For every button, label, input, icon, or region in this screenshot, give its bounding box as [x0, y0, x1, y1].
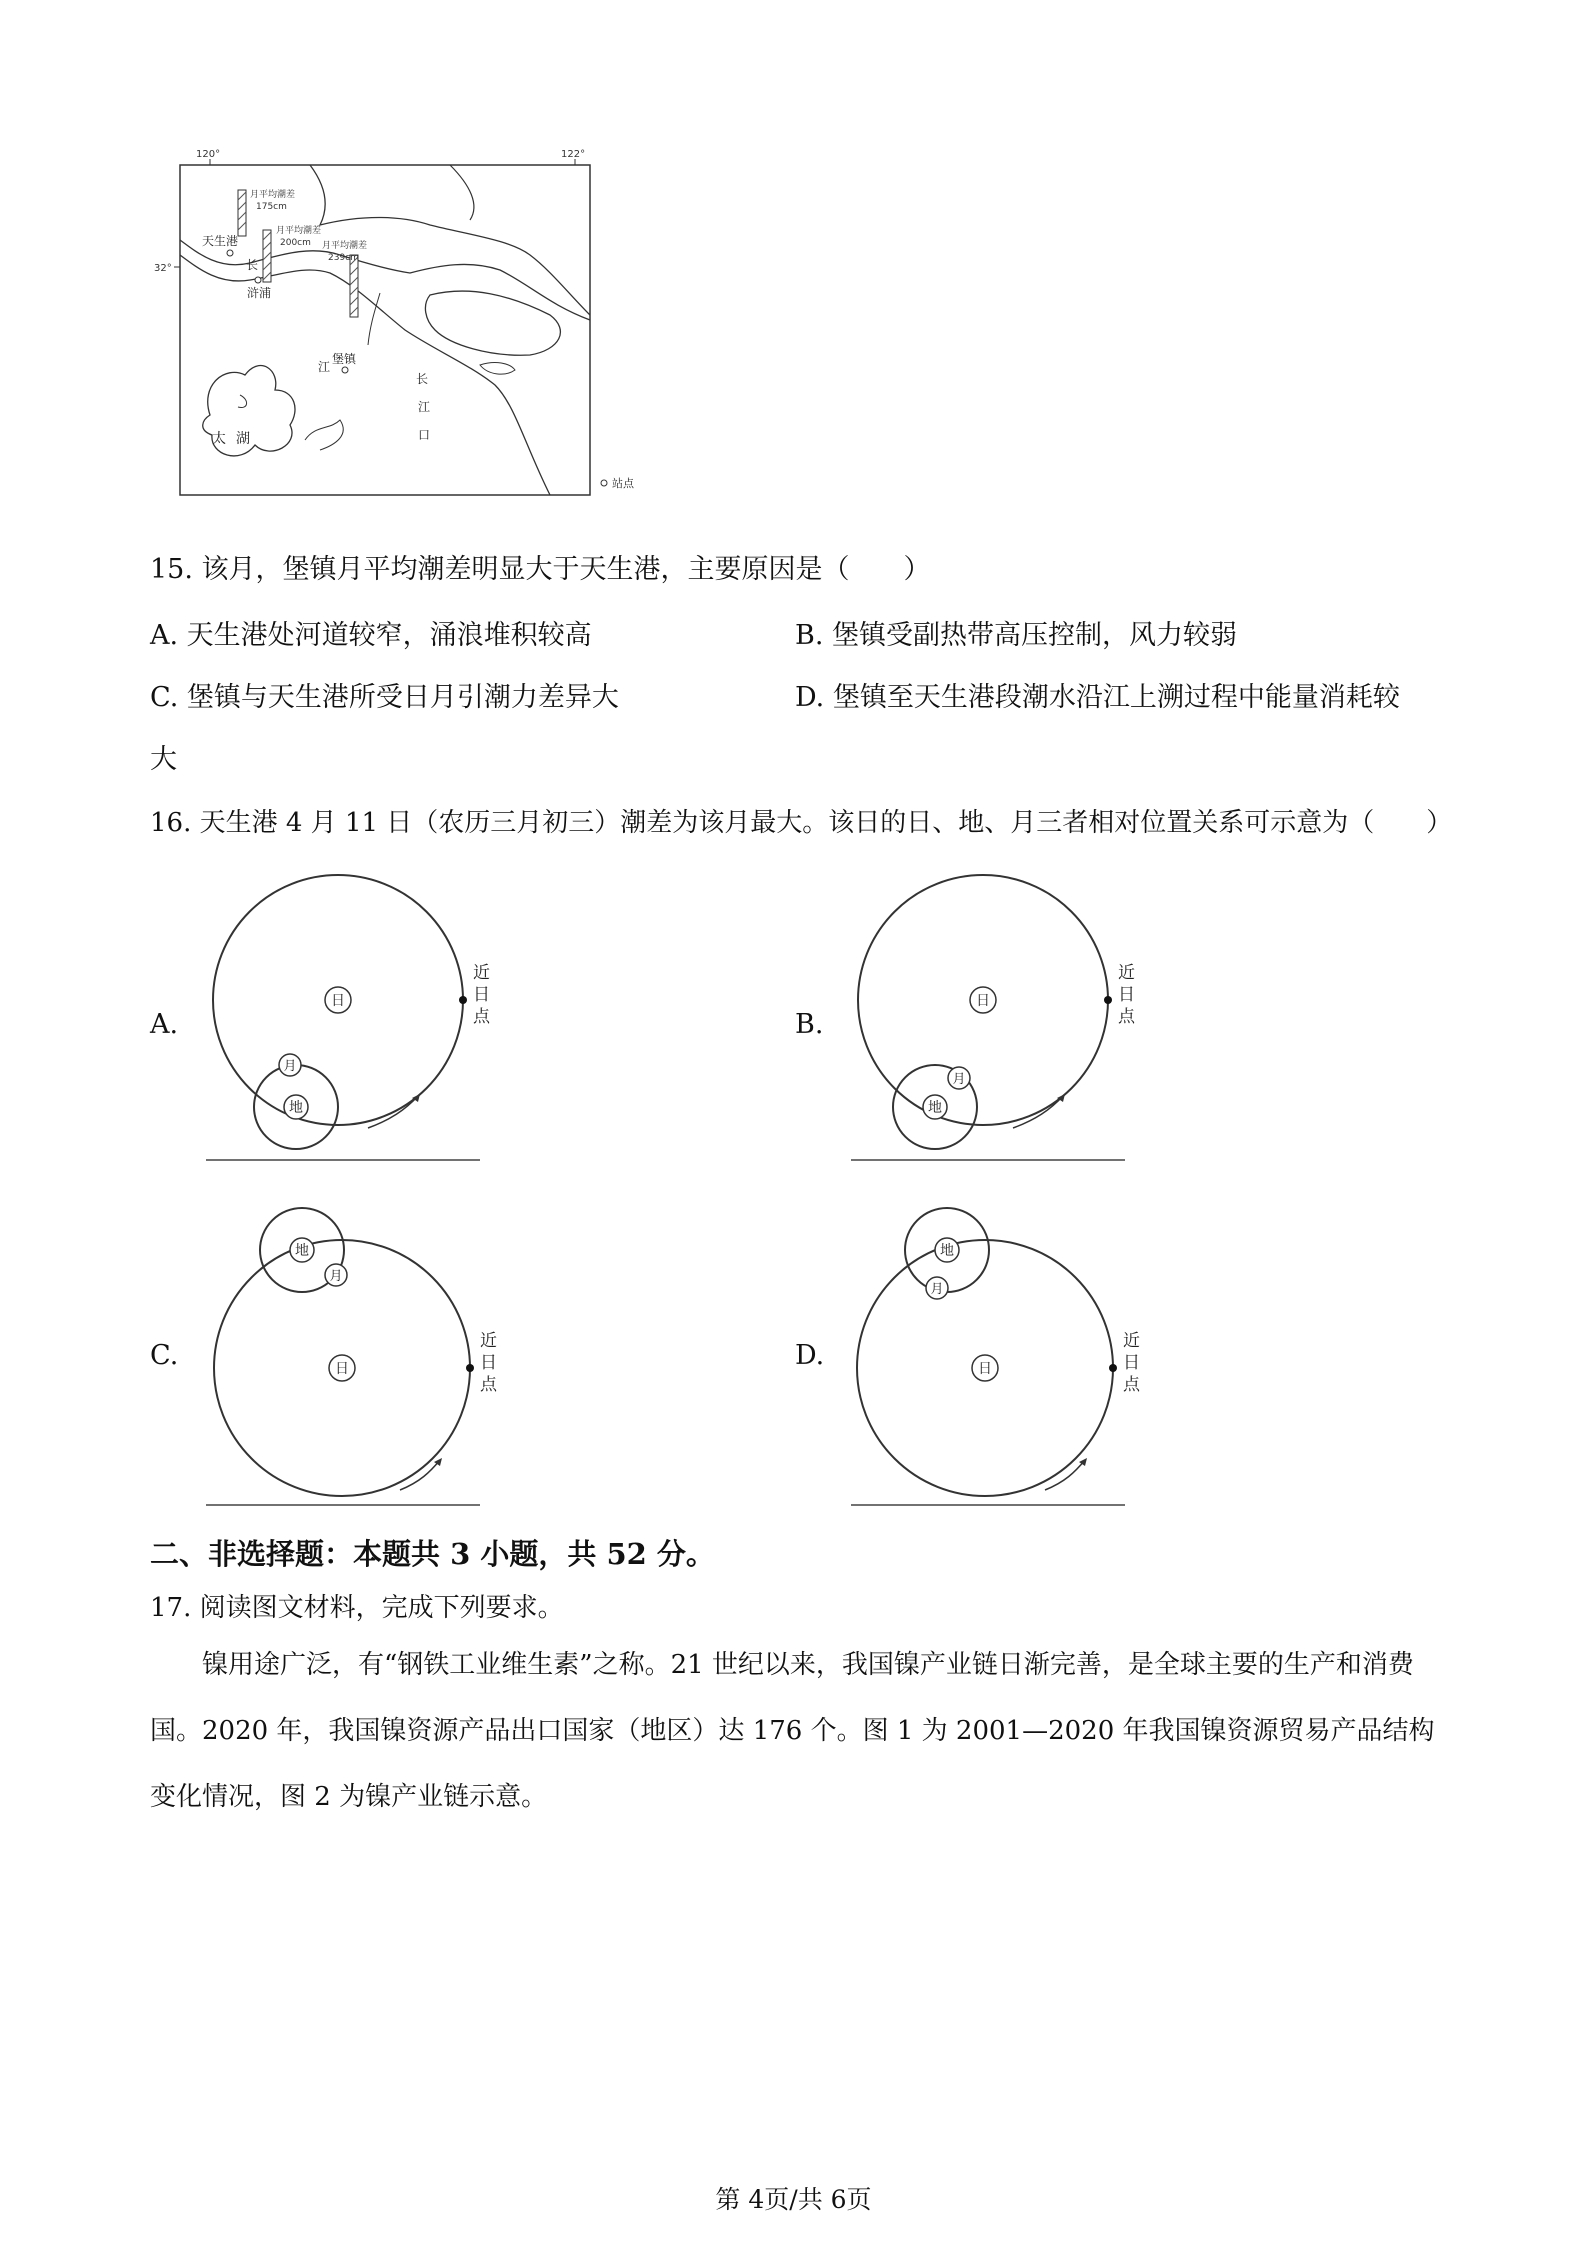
moon-label-d: 月 [930, 1282, 944, 1297]
q16-option-d-letter[interactable]: D. [795, 1340, 825, 1371]
perihelion-d-1: 近 [1123, 1331, 1140, 1351]
q15-stem: 15. 该月，堡镇月平均潮差明显大于天生港，主要原因是（ ） [150, 554, 931, 585]
perihelion-c-1: 近 [480, 1331, 497, 1351]
q15-option-c[interactable]: C. 堡镇与天生港所受日月引潮力差异大 [150, 682, 619, 713]
perihelion-c-2: 日 [480, 1353, 497, 1373]
section-heading: 二、非选择题：本题共 3 小题，共 52 分。 [150, 1537, 715, 1571]
lon-label-122: 122° [561, 149, 586, 160]
legend-station: 站点 [612, 477, 634, 490]
q16-option-c-diagram [190, 1200, 520, 1520]
river-mouth-label-2: 江 [418, 400, 431, 414]
river-label-chang-upper: 长 [246, 258, 259, 272]
place-xupu: 浒浦 [247, 286, 272, 300]
earth-label-a: 地 [289, 1100, 303, 1116]
lat-label-32: 32° [154, 263, 172, 274]
earth-label-c: 地 [295, 1243, 309, 1259]
q16-stem: 16. 天生港 4 月 11 日（农历三月初三）潮差为该月最大。该日的日、地、月三者相对位置关系可示意为（ ） [150, 808, 1453, 838]
perihelion-a-1: 近 [473, 963, 490, 983]
q15-option-a[interactable]: A. 天生港处河道较窄，涌浪堆积较高 [150, 620, 592, 651]
q16-option-c-letter[interactable]: C. [150, 1340, 179, 1371]
q16-option-b-letter[interactable]: B. [795, 1009, 824, 1040]
perihelion-d-3: 点 [1123, 1375, 1140, 1395]
place-taihu: 太湖 [212, 431, 260, 447]
perihelion-a-3: 点 [473, 1007, 490, 1027]
q16-option-a-letter[interactable]: A. [150, 1009, 179, 1040]
tide-label-2: 月平均潮差 [276, 226, 322, 236]
tide-label-3: 月平均潮差 [322, 241, 368, 251]
earth-label-d: 地 [940, 1243, 954, 1259]
sun-label-b: 日 [976, 993, 990, 1009]
page-footer: 第 4页/共 6页 [715, 2185, 872, 2214]
tidal-map [150, 145, 670, 505]
perihelion-b-2: 日 [1118, 985, 1135, 1005]
sun-label-d: 日 [978, 1361, 992, 1377]
q15-option-b[interactable]: B. 堡镇受副热带高压控制，风力较弱 [795, 620, 1238, 651]
q16-option-b-diagram [835, 870, 1165, 1180]
river-mouth-label-1: 长 [416, 372, 429, 386]
q15-option-d-cont: 大 [150, 744, 177, 775]
perihelion-b-3: 点 [1118, 1007, 1135, 1027]
perihelion-c-3: 点 [480, 1375, 497, 1395]
river-mouth-label-3: 口 [418, 428, 431, 442]
tide-value-1: 175cm [256, 202, 287, 212]
river-label-jiang-mid: 江 [318, 360, 331, 374]
moon-label-a: 月 [283, 1059, 297, 1074]
perihelion-b-1: 近 [1118, 963, 1135, 983]
perihelion-a-2: 日 [473, 985, 490, 1005]
q15-option-d[interactable]: D. 堡镇至天生港段潮水沿江上溯过程中能量消耗较 [795, 682, 1400, 713]
tide-label-1: 月平均潮差 [250, 190, 296, 200]
earth-label-b: 地 [928, 1100, 942, 1116]
moon-label-b: 月 [952, 1072, 966, 1087]
q17-stem: 17. 阅读图文材料，完成下列要求。 [150, 1593, 564, 1623]
place-baozhen: 堡镇 [332, 352, 357, 366]
moon-label-c: 月 [329, 1269, 343, 1284]
q16-option-d-diagram [835, 1200, 1165, 1520]
sun-label-c: 日 [335, 1361, 349, 1377]
lon-label-120: 120° [196, 149, 221, 160]
place-tianshenggang: 天生港 [202, 234, 239, 248]
perihelion-d-2: 日 [1123, 1353, 1140, 1373]
q16-option-a-diagram [190, 870, 520, 1180]
tide-value-3: 239cm [328, 253, 359, 263]
tide-value-2: 200cm [280, 238, 311, 248]
sun-label-a: 日 [331, 993, 345, 1009]
q17-paragraph: 镍用途广泛，有“钢铁工业维生素”之称。21 世纪以来，我国镍产业链日渐完善，是全球主要的生产和消费国。2020 年，我国镍资源产品出口国家（地区）达 176 个。图 1 为 2001—2020 年我国镍资源贸易产品结构变化情况，图 2 为镍产业链示意。 [150, 1650, 1435, 1812]
